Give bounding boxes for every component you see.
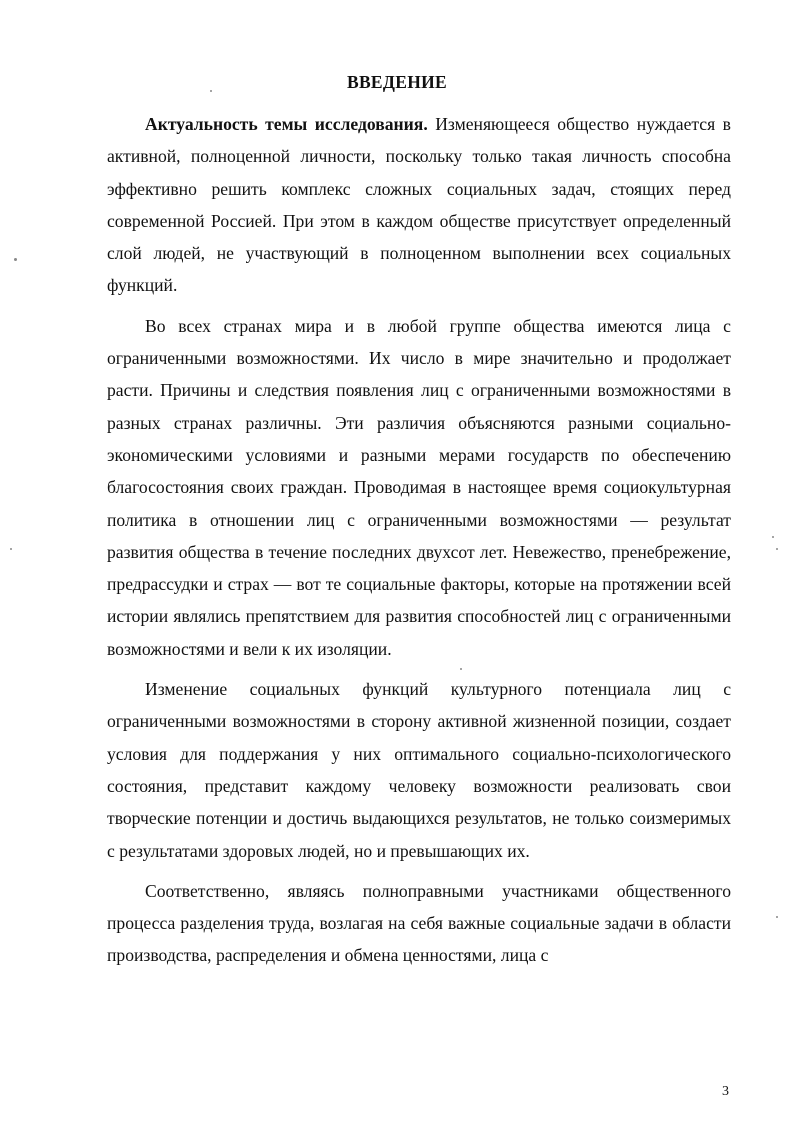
scan-speck bbox=[10, 548, 12, 550]
paragraph-4: Соответственно, являясь полноправными участниками общественного процесса разделения труда, возлагая на себя важные социальные задачи в области производства, распределения и обмена ценностями, лица с bbox=[107, 880, 731, 966]
paragraph-1-text: Изменяющееся общество нуждается в активной, полноценной личности, поскольку только такая личность способна эффективно решить комплекс сложных социальных задач, стоящих перед современной Россией. При этом в каждом обществе присутствует определенный слой людей, не участвующий в полноценном выполнении всех социальных функций. bbox=[107, 114, 731, 296]
scan-speck bbox=[14, 258, 17, 261]
paragraph-2: Во всех странах мира и в любой группе общества имеются лица с ограниченными возможностями. Их число в мире значительно и продолжает расти. Причины и следствия появления лиц с ограниченными возможностями в разных странах различны. Эти различия объясняются разными социально-экономическими условиями и разными мерами государств по обеспечению благосостояния своих граждан. Проводимая в настоящее время социокультурная политика в отношении лиц с ограниченными возможностями — результат развития общества в течение последних двухсот лет. Невежество, пренебрежение, предрассудки и страх — вот те социальные факторы, которые на протяжении всей истории являлись препятствием для развития способностей лиц с ограниченными возможностями и вели к их изоляции. bbox=[107, 315, 731, 659]
paragraph-3: Изменение социальных функций культурного потенциала лиц с ограниченными возможностями в сторону активной жизненной позиции, создает условия для поддержания у них оптимального социально-психологического состояния, представит каждому человеку возможности реализовать свои творческие потенции и достичь выдающихся результатов, не только соизмеримых с результатами здоровых людей, но и превышающих их. bbox=[107, 679, 731, 861]
scan-speck bbox=[772, 536, 774, 538]
scan-speck bbox=[460, 668, 462, 670]
scan-speck bbox=[776, 548, 778, 550]
body-text bbox=[107, 108, 731, 980]
scan-speck bbox=[210, 90, 212, 92]
page-number: 3 bbox=[722, 1084, 729, 1099]
paragraph-lead: Актуальность темы исследования. bbox=[145, 114, 428, 134]
scan-speck bbox=[776, 916, 778, 918]
paragraph-1 bbox=[107, 108, 731, 302]
page-title: ВВЕДЕНИЕ bbox=[346, 72, 448, 92]
